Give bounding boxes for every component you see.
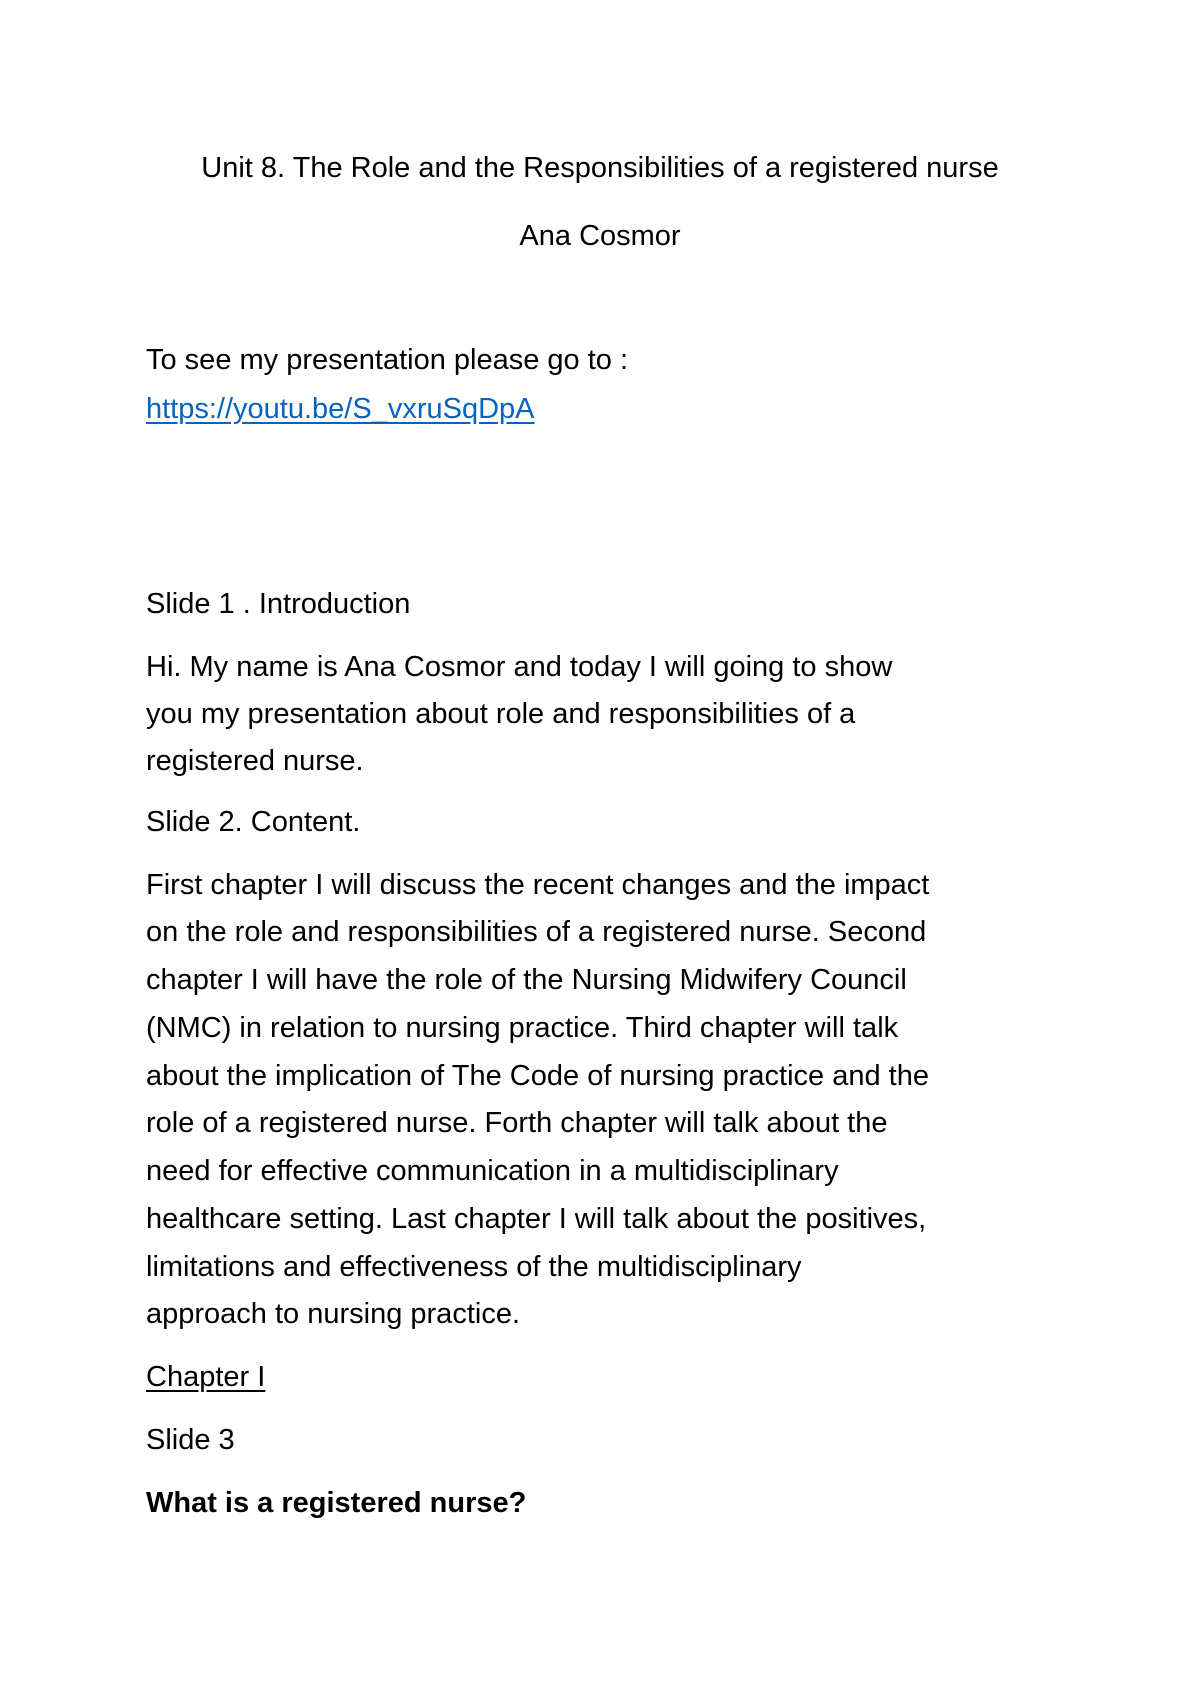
slide2-line: First chapter I will discuss the recent changes and the impact [146, 869, 930, 901]
document-title: Unit 8. The Role and the Responsibilities of a registered nurse [201, 152, 999, 184]
slide1-line: registered nurse. [146, 745, 364, 777]
slide1-line: you my presentation about role and responsibilities of a [146, 698, 856, 730]
author-name: Ana Cosmor [519, 220, 681, 252]
presentation-intro: To see my presentation please go to : [146, 344, 629, 376]
slide3-heading: Slide 3 [146, 1424, 235, 1456]
slide2-line: role of a registered nurse. Forth chapter will talk about the [146, 1107, 888, 1139]
slide2-line: chapter I will have the role of the Nursing Midwifery Council [146, 964, 907, 996]
slide2-line: on the role and responsibilities of a registered nurse. Second [146, 916, 927, 948]
slide2-line: need for effective communication in a multidisciplinary [146, 1155, 839, 1187]
presentation-link[interactable]: https://youtu.be/S_vxruSqDpA [146, 393, 535, 425]
slide1-heading: Slide 1 . Introduction [146, 588, 411, 620]
slide2-heading: Slide 2. Content. [146, 806, 361, 838]
slide2-line: healthcare setting. Last chapter I will talk about the positives, [146, 1203, 927, 1235]
question-heading: What is a registered nurse? [146, 1487, 527, 1519]
slide2-line: approach to nursing practice. [146, 1298, 520, 1330]
slide2-line: limitations and effectiveness of the multidisciplinary [146, 1251, 802, 1283]
slide1-line: Hi. My name is Ana Cosmor and today I will going to show [146, 651, 893, 683]
slide2-line: about the implication of The Code of nursing practice and the [146, 1060, 929, 1092]
slide2-line: (NMC) in relation to nursing practice. Third chapter will talk [146, 1012, 899, 1044]
chapter-heading: Chapter I [146, 1361, 266, 1393]
